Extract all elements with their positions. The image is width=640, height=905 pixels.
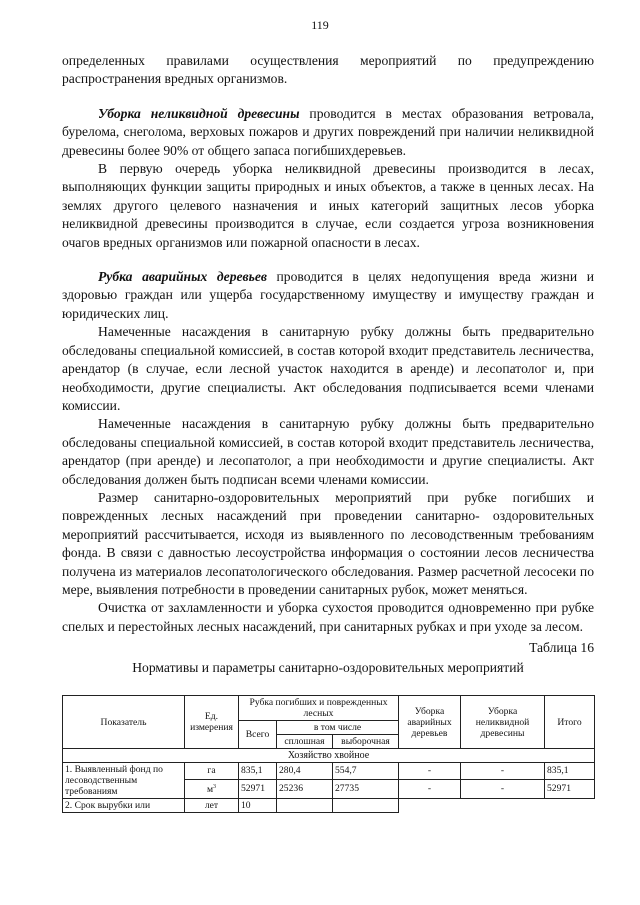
header-felling-group: Рубка погибших и поврежденных лесных xyxy=(239,696,399,721)
cell-emergency: - xyxy=(399,779,461,798)
paragraph xyxy=(62,489,594,599)
header-including: в том числе xyxy=(277,721,399,735)
section-title: Хозяйство хвойное xyxy=(63,749,595,763)
cell-unit xyxy=(185,779,239,798)
paragraph-text: Очистка от захламленности и уборка сухостоя проводится одновременно при рубке спелых и перестойных лесных насаждений, при санитарных рубках и при уходе за лесом. xyxy=(62,600,594,634)
cell-unit: лет xyxy=(185,799,239,813)
paragraph-text: определенных правилами осуществления мероприятий по предупреждению распространения вредных организмов. xyxy=(62,53,594,87)
paragraph-lead: Рубка аварийных деревьев xyxy=(98,269,267,285)
paragraph-lead: Уборка неликвидной древесины xyxy=(98,105,300,121)
cell-total: 835,1 xyxy=(239,763,277,780)
cell-emergency: - xyxy=(399,763,461,780)
cell-total: 10 xyxy=(239,799,277,813)
header-illiquid: Уборка неликвидной древесины xyxy=(461,696,545,749)
header-unit: Ед. измерения xyxy=(185,696,239,749)
paragraph-text: Намеченные насаждения в санитарную рубку должны быть предварительно обследованы специальной комиссией, в состав которой входит представитель лесничества, арендатор (в случае, если лесной участок находится в аренде) и лесопатолог и, при необходимости, другие специалисты. Акт обследования подписывается всеми членами комиссии. xyxy=(62,324,594,413)
cell-illiquid: - xyxy=(461,763,545,780)
header-selective: выборочная xyxy=(333,735,399,749)
header-grand-total: Итого xyxy=(545,696,595,749)
cell-clear: 25236 xyxy=(277,779,333,798)
paragraph xyxy=(62,105,594,160)
unit-superscript: 3 xyxy=(213,784,217,791)
paragraph xyxy=(62,323,594,415)
table-row xyxy=(63,763,595,780)
table-row xyxy=(63,799,595,813)
document-body xyxy=(62,52,594,677)
norms-table xyxy=(62,695,595,813)
cell-selective: 27735 xyxy=(333,779,399,798)
header-total: Всего xyxy=(239,721,277,749)
header-emergency: Уборка аварийных деревьев xyxy=(399,696,461,749)
paragraph-text: проводится в целях недопущения вреда жизни и здоровью граждан или ущерба государственному имуществу и имуществу граждан и юридических лиц. xyxy=(62,269,594,321)
cell-unit: га xyxy=(185,763,239,780)
cell-emergency xyxy=(399,799,461,813)
cell-illiquid: - xyxy=(461,779,545,798)
paragraph xyxy=(62,160,594,252)
table-title: Нормативы и параметры санитарно-оздоровительных мероприятий xyxy=(132,659,524,675)
header-clear: сплошная xyxy=(277,735,333,749)
paragraph xyxy=(62,599,594,636)
table-label: Таблица 16 xyxy=(529,640,594,656)
paragraph-text: проводится в местах образования ветровала, бурелома, снеголома, верховых пожаров и других повреждений при наличии неликвидной древесины более 90% от общего запаса погибшихдеревьев. xyxy=(62,105,594,158)
paragraph-text: Размер санитарно-оздоровительных мероприятий при рубке погибших и поврежденных лесных насаждений при проведении санитарно- оздоровительных мероприятий рассчитывается, исходя из выявленного по лесоводственным требованиям фонда. В связи с давностью лесоустройства информация о состоянии лесов лесничества получена из материалов лесопатологического обследования. Размер расчетной лесосеки по мере, выявления потребности в проведении санитарных рубок, может меняться. xyxy=(62,489,594,597)
paragraph xyxy=(62,415,594,489)
cell-grand-total: 52971 xyxy=(545,779,595,798)
cell-grand-total: 835,1 xyxy=(545,763,595,780)
cell-grand-total xyxy=(545,799,595,813)
paragraph xyxy=(62,52,594,89)
cell-indicator: 1. Выявленный фонд по лесоводственным требованиям xyxy=(63,763,185,799)
cell-total: 52971 xyxy=(239,779,277,798)
cell-selective: 554,7 xyxy=(333,763,399,780)
cell-selective xyxy=(333,799,399,813)
cell-clear xyxy=(277,799,333,813)
cell-clear: 280,4 xyxy=(277,763,333,780)
cell-indicator: 2. Срок вырубки или xyxy=(63,799,185,813)
unit-text: м xyxy=(206,784,214,796)
cell-illiquid xyxy=(461,799,545,813)
header-indicator: Показатель xyxy=(63,696,185,749)
paragraph xyxy=(62,268,594,323)
paragraph-text: Намеченные насаждения в санитарную рубку должны быть предварительно обследованы специальной комиссией, в состав которой входит представитель лесничества, арендатор (при аренде) и лесопатолог, а при необходимости и другие специалисты. Акт обследования должен быть подписан всеми членами комиссии. xyxy=(62,416,594,487)
paragraph-text: В первую очередь уборка неликвидной древесины производится в лесах, выполняющих функции защиты природных и иных объектов, а также в ценных лесах. На землях другого целевого назначения и иных категорий защитных лесов уборка неликвидной древесины производится в случае, если создается угроза возникновения очагов вредных организмов или пожарной опасности в лесах. xyxy=(62,161,594,250)
page-number: 119 xyxy=(311,18,329,32)
